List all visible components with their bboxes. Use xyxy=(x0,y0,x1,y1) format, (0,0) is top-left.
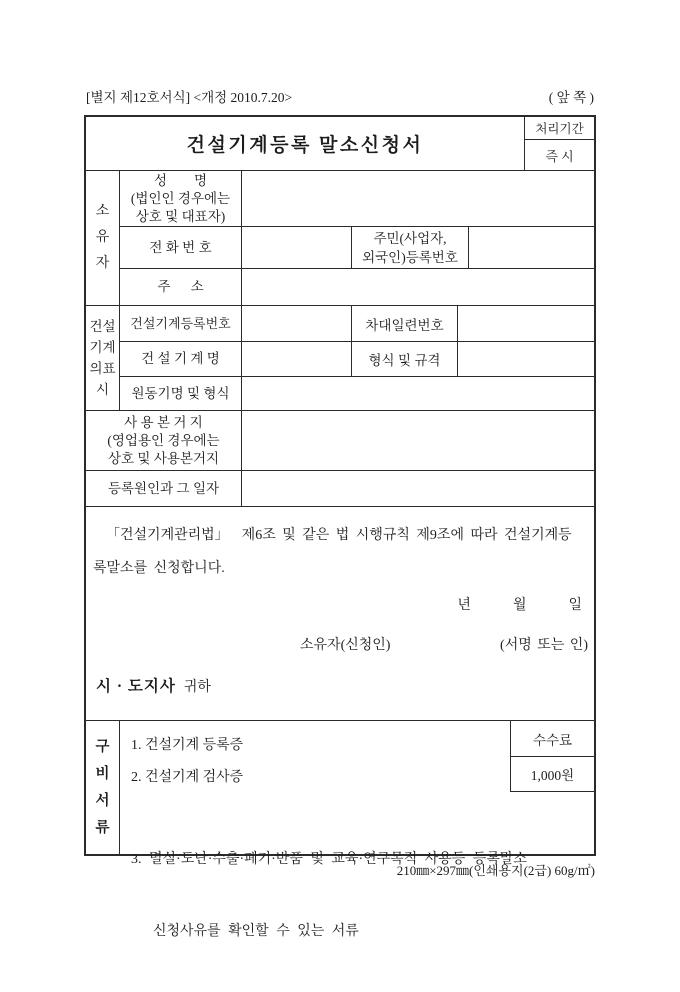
machine-name-label: 건 설 기 계 명 xyxy=(120,342,242,376)
base-location-field[interactable] xyxy=(242,411,594,470)
owner-section-label: 소 유 자 xyxy=(86,171,120,305)
addressee-line xyxy=(96,674,211,696)
machine-regno-field[interactable] xyxy=(242,306,352,341)
page-header xyxy=(84,86,596,106)
cause-row xyxy=(86,471,594,507)
applicant-label: 소유자(신청인) xyxy=(300,638,391,653)
owner-name-label: 성 명 (법인인 경우에는 상호 및 대표자) xyxy=(120,171,242,226)
addressee-suffix: 귀하 xyxy=(183,680,211,695)
statement-section xyxy=(86,507,594,721)
document-item-1: 1. 건설기계 등록증 xyxy=(131,738,244,753)
machine-spec-field[interactable] xyxy=(458,342,594,376)
processing-time-label: 처리기간 xyxy=(525,117,594,140)
base-location-row xyxy=(86,411,594,471)
machine-spec-label: 형식 및 규격 xyxy=(352,342,458,376)
document-item-2: 2. 건설기계 검사증 xyxy=(131,770,244,785)
machine-section-label: 건설 기계 의표 시 xyxy=(86,306,120,410)
documents-section-label: 구 비 서 류 xyxy=(86,721,120,854)
date-line[interactable]: 년 월 일 xyxy=(457,598,582,613)
document-item-3: 3. 멸실·도난·수출·폐기·반품 및 교육·연구목적 사용등 등록말소 신청사유를 확인할 수 있는 서류 xyxy=(131,852,527,939)
owner-address-label: 주 소 xyxy=(120,269,242,305)
owner-phone-label: 전 화 번 호 xyxy=(120,227,242,268)
owner-section xyxy=(86,171,594,306)
owner-rows xyxy=(120,171,594,305)
machine-engine-row xyxy=(120,377,594,410)
machine-engine-field[interactable] xyxy=(242,377,594,410)
machine-chassis-label: 차대일련번호 xyxy=(352,306,458,341)
title-row xyxy=(86,117,594,171)
owner-phone-row xyxy=(120,227,594,269)
fee-value: 1,000원 xyxy=(530,768,575,783)
machine-chassis-field[interactable] xyxy=(458,306,594,341)
page-side-label: ( 앞 쪽 ) xyxy=(548,90,594,105)
fee-box xyxy=(510,721,594,792)
machine-engine-label: 원동기명 및 형식 xyxy=(120,377,242,410)
machine-name-row xyxy=(120,342,594,377)
cause-label: 등록원인과 그 일자 xyxy=(86,471,242,506)
paper-spec-footer: 210㎜×297㎜(인쇄용지(2급) 60g/㎡) xyxy=(396,863,595,878)
processing-time-value: 즉 시 xyxy=(545,148,574,164)
machine-regno-row xyxy=(120,306,594,342)
processing-time-box xyxy=(524,117,594,170)
form-page xyxy=(84,86,596,939)
form-title: 건설기계등록 말소신청서 xyxy=(186,135,424,156)
statement-text: 「건설기계관리법」 제6조 및 같은 법 시행규칙 제9조에 따라 건설기계등 록말소를 신청합니다. xyxy=(93,528,572,576)
owner-phone-field[interactable] xyxy=(242,227,352,268)
machine-section xyxy=(86,306,594,411)
signature-or-seal-label[interactable]: (서명 또는 인) xyxy=(500,638,588,653)
base-location-label: 사 용 본 거 지 (영업용인 경우에는 상호 및 사용본거지 xyxy=(86,411,242,470)
owner-address-row xyxy=(120,269,594,305)
fee-label: 수수료 xyxy=(511,721,594,757)
machine-regno-label: 건설기계등록번호 xyxy=(120,306,242,341)
owner-name-row xyxy=(120,171,594,227)
machine-name-field[interactable] xyxy=(242,342,352,376)
form-reference: [별지 제12호서식] <개정 2010.7.20> xyxy=(86,90,293,105)
owner-address-field[interactable] xyxy=(242,269,594,305)
owner-name-field[interactable] xyxy=(242,171,594,226)
owner-idno-field[interactable] xyxy=(469,227,594,268)
addressee-name: 시 · 도지사 xyxy=(96,678,176,695)
machine-rows xyxy=(120,306,594,410)
cause-field[interactable] xyxy=(242,471,594,506)
owner-idno-label: 주민(사업자, 외국인)등록번호 xyxy=(352,227,469,268)
